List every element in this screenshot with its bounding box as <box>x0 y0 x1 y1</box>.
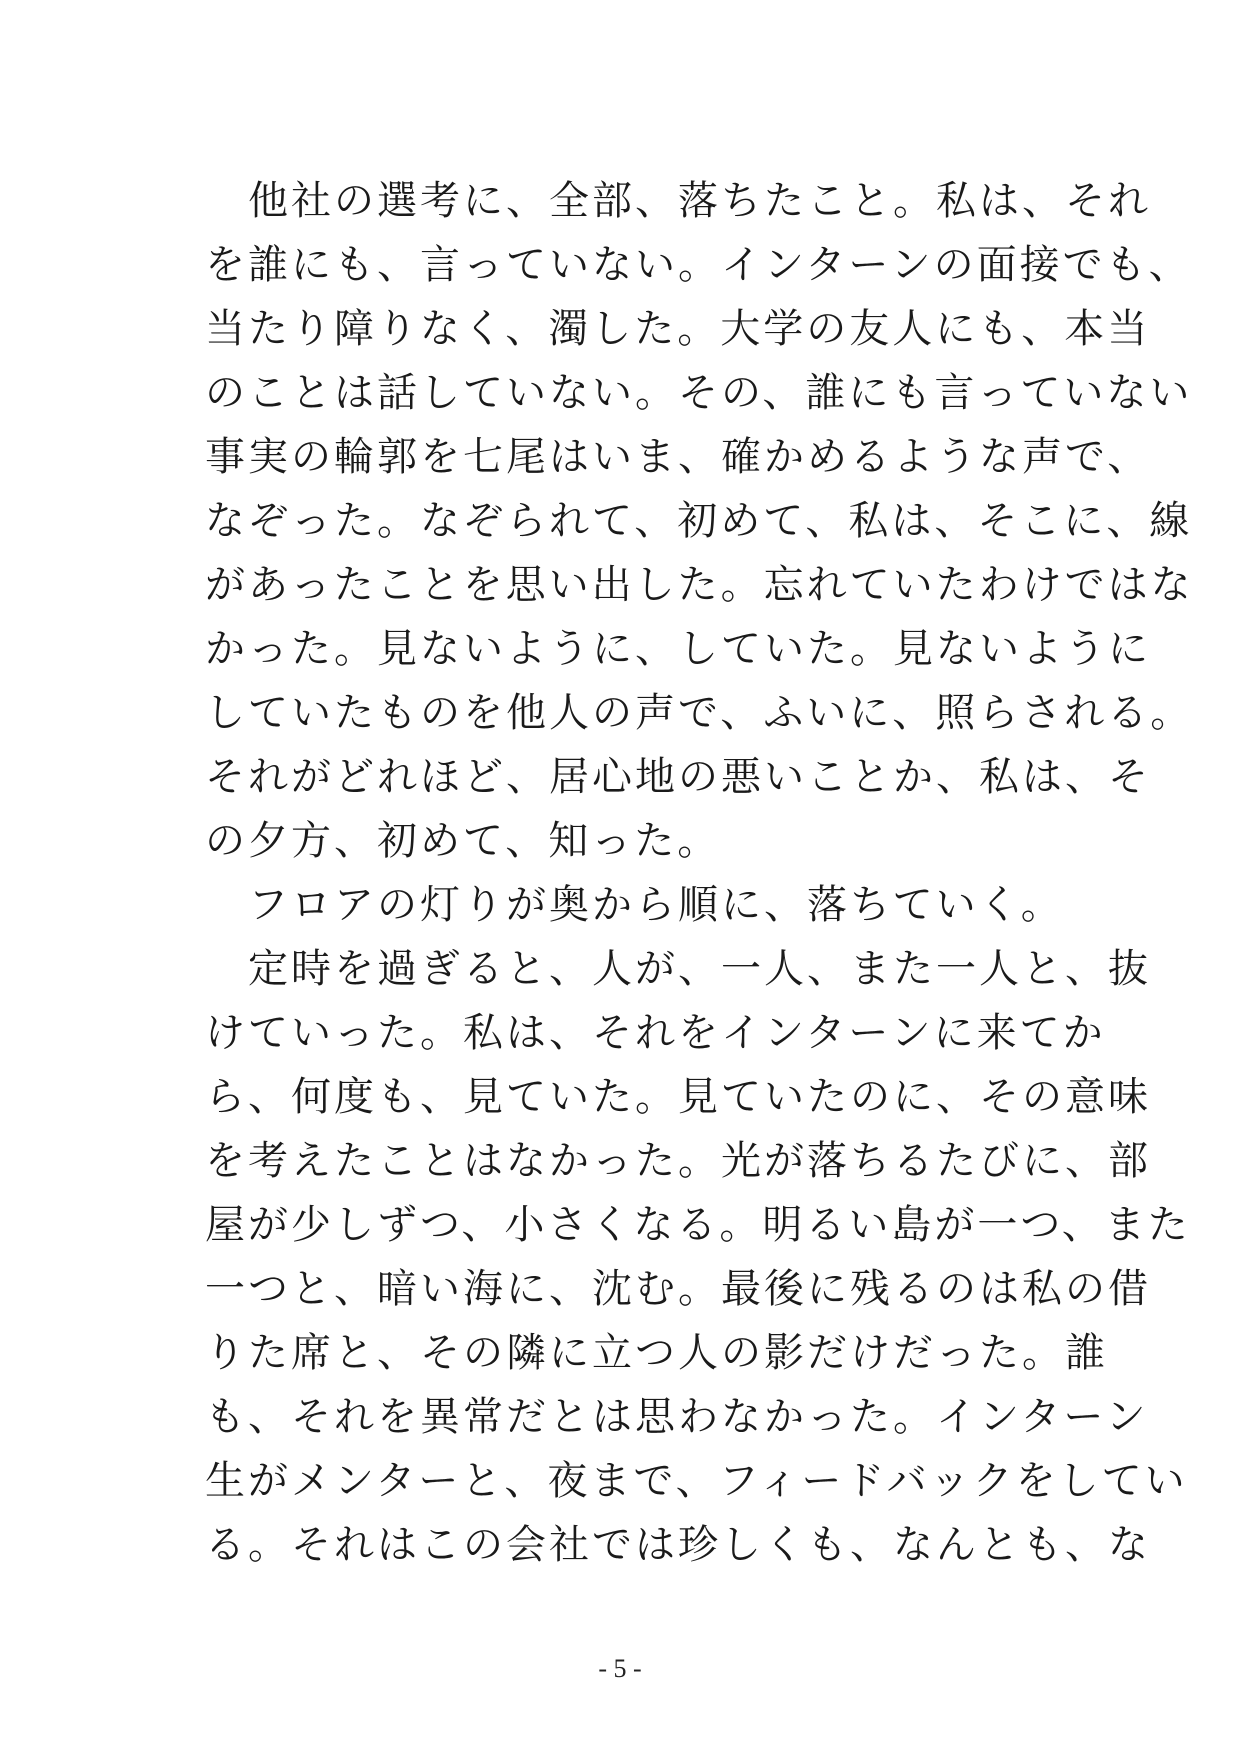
text-line: があったことを思い出した。忘れていたわけではな <box>205 562 1194 608</box>
page-number: - 5 - <box>598 1654 642 1683</box>
text-line: も、それを異常だとは思わなかった。インターン <box>205 1394 1149 1440</box>
text-line: 一つと、暗い海に、沈む。最後に残るのは私の借 <box>205 1266 1151 1312</box>
text-line: 定時を過ぎると、人が、一人、また一人と、抜 <box>205 946 1151 992</box>
text-line: フロアの灯りが奥から順に、落ちていく。 <box>205 882 1064 928</box>
text-line: けていった。私は、それをインターンに来てか <box>205 1010 1106 1056</box>
text-line: のことは話していない。その、誰にも言っていない <box>205 370 1193 416</box>
text-line: 屋が少しずつ、小さくなる。明るい島が一つ、また <box>205 1202 1191 1248</box>
text-line: りた席と、その隣に立つ人の影だけだった。誰 <box>205 1330 1108 1376</box>
text-line: 当たり障りなく、濁した。大学の友人にも、本当 <box>205 306 1151 352</box>
text-line: 他社の選考に、全部、落ちたこと。私は、それ <box>205 178 1151 224</box>
body-text <box>205 169 1194 1577</box>
text-line: なぞった。なぞられて、初めて、私は、そこに、線 <box>205 498 1193 544</box>
text-line: していたものを他人の声で、ふいに、照らされる。 <box>205 690 1194 736</box>
text-line: 生がメンターと、夜まで、フィードバックをしてい <box>205 1458 1188 1504</box>
text-line: る。それはこの会社では珍しくも、なんとも、な <box>205 1522 1151 1568</box>
text-line: の夕方、初めて、知った。 <box>205 818 721 864</box>
text-line: かった。見ないように、していた。見ないように <box>205 626 1151 672</box>
text-line: を考えたことはなかった。光が落ちるたびに、部 <box>205 1138 1151 1184</box>
text-line: それがどれほど、居心地の悪いことか、私は、そ <box>205 754 1151 800</box>
text-line: を誰にも、言っていない。インターンの面接でも、 <box>205 242 1192 288</box>
text-line: ら、何度も、見ていた。見ていたのに、その意味 <box>205 1074 1151 1120</box>
text-line: 事実の輪郭を七尾はいま、確かめるような声で、 <box>205 434 1151 480</box>
